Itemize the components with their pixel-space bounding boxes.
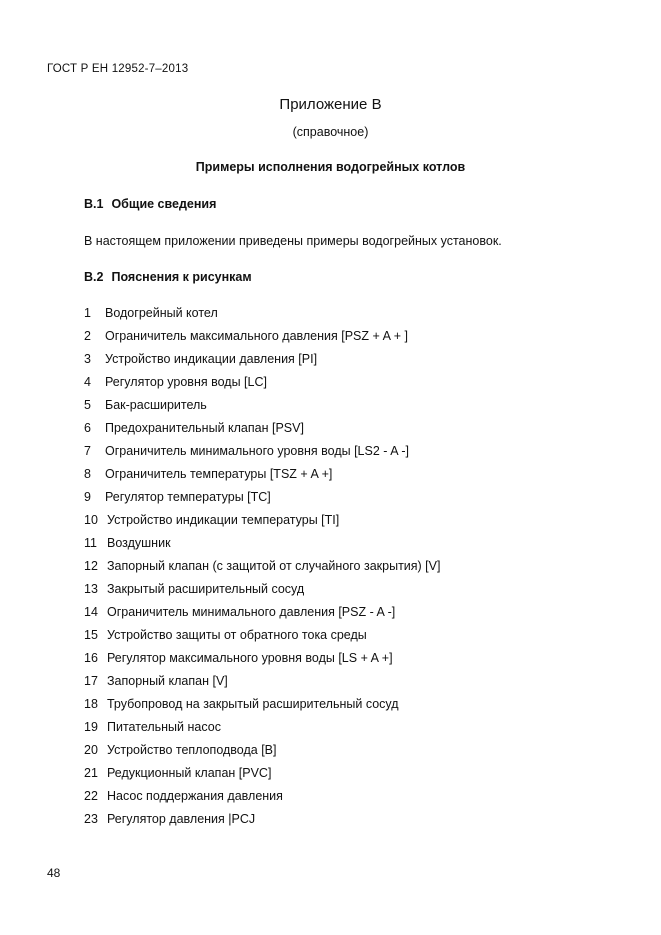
legend-item-number: 21	[84, 766, 98, 780]
legend-item	[84, 719, 604, 742]
legend-item	[84, 443, 604, 466]
legend-item	[84, 788, 604, 811]
legend-item-number: 6	[84, 421, 91, 435]
legend-item-text: Устройство индикации давления [PI]	[105, 352, 318, 366]
section-title: Общие сведения	[111, 197, 217, 211]
legend-item	[84, 328, 604, 351]
legend-item-text: Запорный клапан [V]	[107, 674, 228, 688]
legend-item-text: Устройство индикации температуры [TI]	[107, 513, 340, 527]
legend-item	[84, 604, 604, 627]
legend-item-number: 5	[84, 398, 91, 412]
legend-item-number: 16	[84, 651, 98, 665]
legend-item-number: 23	[84, 812, 98, 826]
legend-item	[84, 650, 604, 673]
legend-item-number: 20	[84, 743, 98, 757]
legend-item-text: Закрытый расширительный сосуд	[107, 582, 305, 596]
legend-item-text: Бак-расширитель	[105, 398, 207, 412]
legend-item-text: Ограничитель минимального давления [PSZ - A -]	[107, 605, 396, 619]
legend-item	[84, 581, 604, 604]
appendix-subtitle: (справочное)	[292, 125, 369, 139]
legend-item-number: 22	[84, 789, 98, 803]
legend-item	[84, 351, 604, 374]
legend-item-number: 18	[84, 697, 98, 711]
legend-item	[84, 811, 604, 834]
legend-item-text: Ограничитель минимального уровня воды [LS2 - A -]	[105, 444, 409, 458]
legend-item-number: 19	[84, 720, 98, 734]
legend-item-text: Регулятор давления |PCJ	[107, 812, 256, 826]
legend-item	[84, 420, 604, 443]
legend-item-number: 13	[84, 582, 98, 596]
appendix-heading: Примеры исполнения водогрейных котлов	[195, 160, 466, 174]
legend-item	[84, 627, 604, 650]
legend-item	[84, 397, 604, 420]
legend-item-text: Трубопровод на закрытый расширительный сосуд	[107, 697, 399, 711]
legend-item	[84, 535, 604, 558]
legend-item-text: Воздушник	[107, 536, 171, 550]
legend-item	[84, 765, 604, 788]
legend-item-number: 8	[84, 467, 91, 481]
legend-item-text: Запорный клапан (с защитой от случайного закрытия) [V]	[107, 559, 441, 573]
section-heading-general	[84, 197, 216, 211]
legend-item-number: 10	[84, 513, 98, 527]
legend-item-text: Ограничитель максимального давления [PSZ + A + ]	[105, 329, 408, 343]
section-heading-legend	[84, 270, 252, 284]
legend-item-number: 4	[84, 375, 91, 389]
legend-item	[84, 489, 604, 512]
legend-item-text: Предохранительный клапан [PSV]	[105, 421, 304, 435]
legend-item-text: Редукционный клапан [PVC]	[107, 766, 272, 780]
legend-item	[84, 673, 604, 696]
legend-item-number: 1	[84, 306, 91, 320]
legend-item	[84, 558, 604, 581]
figure-legend-list	[84, 305, 604, 834]
intro-paragraph: В настоящем приложении приведены примеры водогрейных установок.	[84, 234, 502, 248]
page-number: 48	[47, 866, 61, 880]
legend-item-text: Ограничитель температуры [TSZ + A +]	[105, 467, 333, 481]
appendix-title: Приложение В	[279, 96, 382, 113]
legend-item-number: 7	[84, 444, 91, 458]
legend-item-text: Питательный насос	[107, 720, 221, 734]
legend-item-number: 17	[84, 674, 98, 688]
legend-item-number: 3	[84, 352, 91, 366]
legend-item	[84, 696, 604, 719]
legend-item	[84, 305, 604, 328]
document-code: ГОСТ Р ЕН 12952-7–2013	[47, 63, 189, 75]
legend-item	[84, 374, 604, 397]
section-title: Пояснения к рисункам	[111, 270, 252, 284]
legend-item-number: 11	[84, 536, 97, 550]
legend-item-text: Регулятор максимального уровня воды [LS + A +]	[107, 651, 393, 665]
legend-item-number: 15	[84, 628, 98, 642]
legend-item	[84, 466, 604, 489]
legend-item	[84, 742, 604, 765]
legend-item-number: 9	[84, 490, 91, 504]
legend-item-text: Устройство защиты от обратного тока среды	[107, 628, 367, 642]
legend-item-text: Регулятор уровня воды [LC]	[105, 375, 267, 389]
legend-item-text: Регулятор температуры [TC]	[105, 490, 271, 504]
section-number: В.2	[84, 270, 104, 284]
legend-item-number: 12	[84, 559, 98, 573]
section-number: В.1	[84, 197, 104, 211]
legend-item-number: 14	[84, 605, 98, 619]
legend-item-text: Устройство теплоподвода [B]	[107, 743, 277, 757]
legend-item-text: Водогрейный котел	[105, 306, 218, 320]
legend-item	[84, 512, 604, 535]
legend-item-text: Насос поддержания давления	[107, 789, 283, 803]
legend-item-number: 2	[84, 329, 91, 343]
